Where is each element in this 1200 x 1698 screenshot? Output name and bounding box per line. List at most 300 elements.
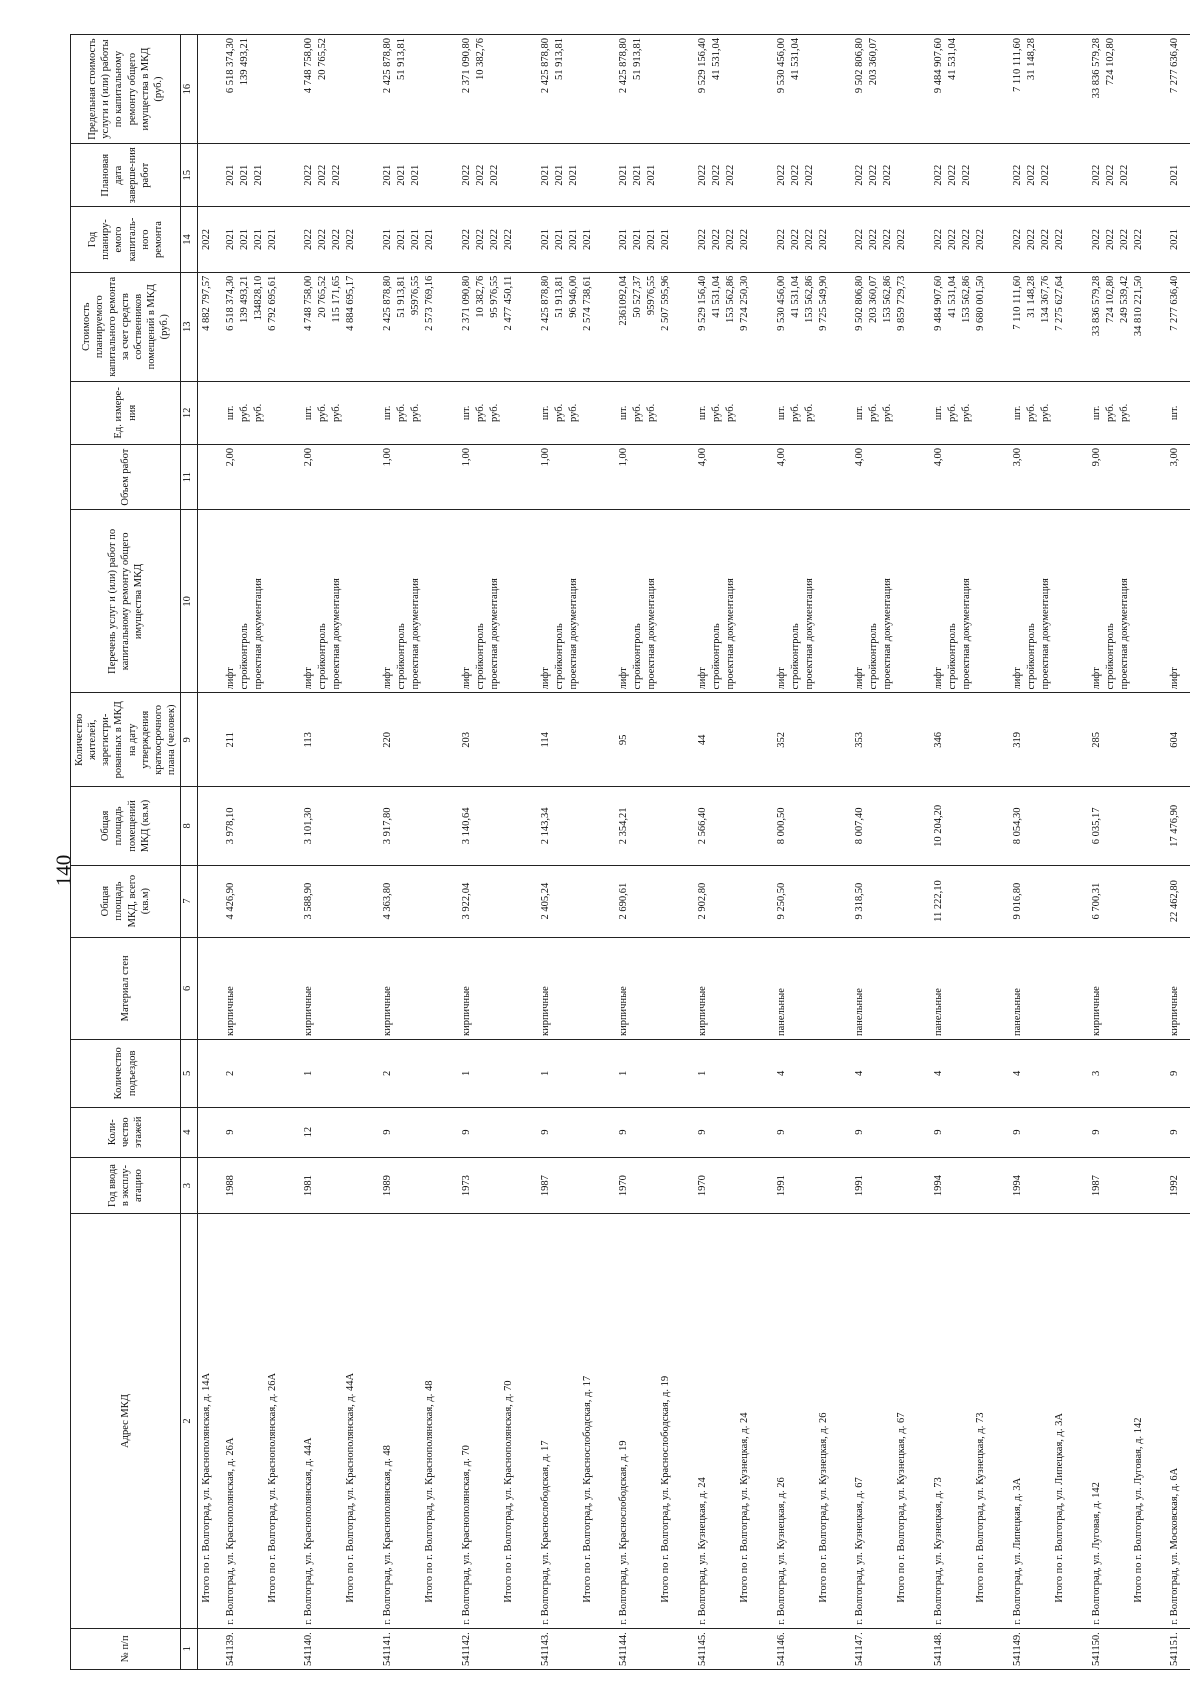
column-number: 3: [181, 1157, 198, 1214]
spacer: [789, 1217, 803, 1624]
work-limit-cost: [803, 38, 817, 140]
cell: [300, 693, 379, 787]
cell: [1166, 381, 1190, 444]
cell: [1088, 144, 1167, 207]
work-end-date: 2022: [303, 164, 315, 186]
work-cost: 153 562,86: [961, 275, 973, 323]
work-plan-year: 2021: [618, 229, 630, 251]
cell: [198, 693, 222, 787]
table-row: [1088, 35, 1167, 1670]
cell: [537, 693, 616, 787]
work-name: лифт: [1011, 667, 1023, 690]
total-area: 3 588,90: [303, 882, 315, 920]
address: г. Волгоград, ул. Краснополянская, д. 26А: [224, 1437, 236, 1625]
work-unit: шт.: [460, 405, 472, 421]
total-area: 9 016,80: [1011, 882, 1023, 920]
cell: [198, 381, 222, 444]
work-volume: 2,00: [224, 447, 236, 467]
column-number: 13: [181, 272, 198, 381]
total-label: Итого по г. Волгоград, ул. Краснополянская, д. 48: [424, 1380, 436, 1603]
residents-count: 353: [854, 731, 866, 748]
total-year: 2022: [738, 229, 750, 251]
work-unit: шт.: [775, 405, 787, 421]
residents-count: 203: [460, 731, 472, 748]
cell: [198, 1157, 222, 1214]
rooms-area: 2 143,34: [539, 807, 551, 845]
work-limit-cost: 9 529 156,40: [696, 38, 708, 94]
cell: [222, 693, 301, 787]
work-cost: 2 425 878,80: [539, 275, 551, 331]
cell: [773, 1107, 852, 1157]
cell: [1166, 1157, 1190, 1214]
cell: [773, 272, 852, 381]
work-cost: 9 530 456,00: [775, 275, 787, 331]
work-limit-cost: [567, 38, 581, 140]
entrance-count: 1: [539, 1070, 551, 1076]
work-volume: [330, 448, 344, 506]
address: г. Волгоград, ул. Луговая, д. 142: [1090, 1482, 1102, 1625]
cell: [1009, 144, 1088, 207]
spacer: [1104, 1217, 1118, 1624]
work-volume: 9,00: [1090, 447, 1102, 467]
cell: [300, 937, 379, 1039]
work-volume: [867, 448, 881, 506]
cell: [1009, 937, 1088, 1039]
column-number: 4: [181, 1107, 198, 1157]
cell: [1166, 1107, 1190, 1157]
cell: [1009, 207, 1088, 272]
cell: [851, 1107, 930, 1157]
work-end-date: 2022: [1090, 164, 1102, 186]
work-name: проектная документация: [331, 578, 343, 690]
work-cost: 139 493,21: [238, 275, 250, 323]
work-name: проектная документация: [803, 578, 815, 690]
work-end-date: 2022: [1011, 164, 1023, 186]
address: г. Волгоград, ул. Краснослободская, д. 19: [618, 1440, 630, 1625]
work-unit: шт.: [696, 405, 708, 421]
work-volume: 4,00: [696, 447, 708, 467]
work-cost: 153 562,86: [803, 275, 815, 323]
work-plan-year: 2022: [789, 229, 801, 251]
work-end-date: 2022: [775, 164, 787, 186]
cell: [198, 35, 222, 144]
work-cost: 9 484 907,60: [933, 275, 945, 331]
work-end-date: 2022: [488, 164, 500, 186]
work-limit-cost: 31 148,28: [1025, 38, 1037, 80]
work-volume: [395, 448, 409, 506]
cell: [773, 207, 852, 272]
work-limit-cost: [488, 38, 502, 140]
work-cost: 134828,10: [252, 275, 264, 321]
work-cost: 96 946,00: [567, 275, 579, 318]
cell: [379, 865, 458, 937]
wall-material: кирпичные: [539, 986, 551, 1037]
table-row: [379, 35, 458, 1670]
wall-material: кирпичные: [460, 986, 472, 1037]
cell: [694, 444, 773, 509]
work-cost: 2 425 878,80: [382, 275, 394, 331]
work-plan-year: 2021: [396, 229, 408, 251]
total-area: 4 363,80: [382, 882, 394, 920]
work-unit: руб.: [789, 403, 801, 422]
commission-year: 1970: [618, 1175, 630, 1197]
entrance-count: 2: [224, 1070, 236, 1076]
cell: [694, 272, 773, 381]
cell: [773, 1040, 852, 1108]
work-unit: руб.: [1025, 403, 1037, 422]
work-limit-cost: 7 277 636,40: [1169, 38, 1181, 94]
cell: [694, 1628, 773, 1669]
cell: [615, 35, 694, 144]
work-limit-cost: 41 531,04: [947, 38, 959, 80]
work-unit: шт.: [854, 405, 866, 421]
cell: [615, 381, 694, 444]
residents-count: 346: [933, 731, 945, 748]
cell: [930, 1107, 1009, 1157]
work-volume: [789, 448, 803, 506]
cell: [222, 1157, 301, 1214]
cell: [851, 207, 930, 272]
total-area: 2 690,61: [618, 882, 630, 920]
work-limit-cost: [1039, 38, 1053, 140]
work-end-date: 2021: [553, 164, 565, 186]
column-header: Общая площадь помещений МКД (кв.м): [71, 787, 181, 865]
cell: [537, 1107, 616, 1157]
cell: [615, 937, 694, 1039]
rooms-area: 6 035,17: [1090, 807, 1102, 845]
column-number: 9: [181, 693, 198, 787]
work-cost: 134 367,76: [1039, 275, 1051, 323]
cell: [379, 1214, 458, 1628]
work-name: проектная документация: [410, 578, 422, 690]
cell: [1088, 381, 1167, 444]
work-cost: 10 382,76: [474, 275, 486, 318]
cell: [300, 1628, 379, 1669]
total-cost: 9 724 250,30: [738, 275, 750, 331]
cell: [930, 272, 1009, 381]
total-year: 2022: [817, 229, 829, 251]
wall-material: панельные: [933, 988, 945, 1037]
work-name: лифт: [854, 667, 866, 690]
column-number-row: [181, 35, 198, 1670]
work-end-date: 2021: [539, 164, 551, 186]
cell: [615, 272, 694, 381]
work-limit-cost: 724 102,80: [1104, 38, 1116, 86]
cell: [198, 1107, 222, 1157]
work-plan-year: 2021: [567, 229, 579, 251]
cell: [1009, 35, 1088, 144]
cell: [537, 1214, 616, 1628]
cell: [694, 381, 773, 444]
cell: [1088, 207, 1167, 272]
work-plan-year: 2022: [933, 229, 945, 251]
floor-count: 9: [1169, 1129, 1181, 1135]
cell: [1088, 272, 1167, 381]
cell: [379, 510, 458, 693]
address: г. Волгоград, ул. Кузнецкая, д. 73: [933, 1477, 945, 1625]
work-unit: шт.: [224, 405, 236, 421]
work-plan-year: 2022: [854, 229, 866, 251]
cell: [1088, 1157, 1167, 1214]
work-plan-year: 2021: [632, 229, 644, 251]
work-cost: 50 527,37: [632, 275, 644, 318]
cell: [458, 937, 537, 1039]
work-volume: 1,00: [382, 447, 394, 467]
work-end-date: 2022: [696, 164, 708, 186]
work-name: проектная документация: [724, 578, 736, 690]
work-plan-year: 2022: [803, 229, 815, 251]
cell: [1088, 510, 1167, 693]
spacer: [395, 1217, 409, 1624]
work-end-date: 2022: [1118, 164, 1130, 186]
work-limit-cost: 10 382,76: [474, 38, 486, 80]
cell: [851, 510, 930, 693]
page-number: 140: [51, 854, 76, 887]
cell: [694, 207, 773, 272]
cell: [1166, 510, 1190, 693]
floor-count: 9: [775, 1129, 787, 1135]
cell: [1088, 865, 1167, 937]
work-cost: 2 371 090,80: [460, 275, 472, 331]
floor-count: 9: [1011, 1129, 1023, 1135]
total-cost: 4 882 797,57: [201, 275, 212, 331]
commission-year: 1991: [775, 1175, 787, 1197]
column-header: Предельная стоимость услуги и (или) работы по капитальному ремонту общего имущества в МКД (руб.): [71, 35, 181, 144]
cell: [222, 1214, 301, 1628]
work-volume: [803, 448, 817, 506]
cell: [1009, 1107, 1088, 1157]
cell: [773, 1157, 852, 1214]
work-unit: руб.: [396, 403, 408, 422]
cell: [1088, 693, 1167, 787]
cell: [1166, 144, 1190, 207]
row-number: 541139.: [224, 1632, 236, 1666]
work-volume: [474, 448, 488, 506]
cell: [300, 787, 379, 865]
wall-material: кирпичные: [382, 986, 394, 1037]
work-unit: руб.: [646, 403, 658, 422]
total-area: 2 405,24: [539, 882, 551, 920]
work-plan-year: 2021: [539, 229, 551, 251]
work-unit: руб.: [474, 403, 486, 422]
work-plan-year: 2022: [882, 229, 894, 251]
rotated-table-container: [70, 34, 1190, 1670]
column-number: 16: [181, 35, 198, 144]
work-plan-year: 2022: [710, 229, 722, 251]
work-name: стройконтроль: [553, 623, 565, 690]
work-plan-year: 2021: [553, 229, 565, 251]
work-unit: руб.: [868, 403, 880, 422]
cell: [773, 144, 852, 207]
column-header: Количество жителей, зарегистри-рованных в МКД на дату утверждения краткосрочного плана (человек): [71, 693, 181, 787]
total-year: 2022: [502, 229, 514, 251]
work-volume: [238, 448, 252, 506]
work-limit-cost: 20 765,52: [317, 38, 329, 80]
work-end-date: 2021: [238, 164, 250, 186]
spacer: [252, 1217, 266, 1624]
entrance-count: 1: [618, 1070, 630, 1076]
column-number: 15: [181, 144, 198, 207]
column-number: 8: [181, 787, 198, 865]
rooms-area: 8 000,50: [775, 807, 787, 845]
work-limit-cost: [1118, 38, 1132, 140]
address: г. Волгоград, ул. Московская, д. 6А: [1169, 1467, 1181, 1625]
cell: [198, 444, 222, 509]
spacer: [409, 1217, 423, 1624]
work-volume: [946, 448, 960, 506]
work-plan-year: 2022: [961, 229, 973, 251]
cell: [222, 207, 301, 272]
work-name: проектная документация: [567, 578, 579, 690]
cell: [615, 1107, 694, 1157]
cell: [198, 272, 222, 381]
floor-count: 9: [382, 1129, 394, 1135]
work-unit: шт.: [539, 405, 551, 421]
cell: [379, 693, 458, 787]
work-cost: 7 110 111,60: [1011, 275, 1023, 330]
work-limit-cost: 9 530 456,00: [775, 38, 787, 94]
column-number: 6: [181, 937, 198, 1039]
cell: [458, 510, 537, 693]
column-header: Материал стен: [71, 937, 181, 1039]
rooms-area: 8 007,40: [854, 807, 866, 845]
column-header: Коли-чество этажей: [71, 1107, 181, 1157]
work-unit: шт.: [618, 405, 630, 421]
cell: [930, 937, 1009, 1039]
row-number: 541140.: [303, 1632, 315, 1666]
wall-material: кирпичные: [618, 986, 630, 1037]
cell: [1009, 381, 1088, 444]
work-limit-cost: [330, 38, 344, 140]
work-volume: [1104, 448, 1118, 506]
cell: [851, 865, 930, 937]
cell: [300, 444, 379, 509]
spacer: [881, 1217, 895, 1624]
cell: [851, 1157, 930, 1214]
cell: [694, 35, 773, 144]
commission-year: 1987: [1090, 1175, 1102, 1197]
work-name: проектная документация: [961, 578, 973, 690]
wall-material: кирпичные: [224, 986, 236, 1037]
work-volume: [567, 448, 581, 506]
cell: [615, 1628, 694, 1669]
work-cost: 33 836 579,28: [1090, 275, 1102, 337]
spacer: [631, 1217, 645, 1624]
cell: [773, 937, 852, 1039]
wall-material: панельные: [1011, 988, 1023, 1037]
work-limit-cost: [645, 38, 659, 140]
cell: [694, 693, 773, 787]
column-header: Общая площадь МКД, всего (кв.м): [71, 865, 181, 937]
cell: [1166, 865, 1190, 937]
cell: [458, 207, 537, 272]
work-name: лифт: [933, 667, 945, 690]
work-unit: руб.: [252, 403, 264, 422]
work-cost: 7 277 636,40: [1169, 275, 1181, 331]
cell: [198, 144, 222, 207]
entrance-count: 9: [1169, 1070, 1181, 1076]
work-plan-year: 2022: [1011, 229, 1023, 251]
residents-count: 113: [303, 732, 315, 748]
cell: [537, 1628, 616, 1669]
work-limit-cost: 9 502 806,80: [854, 38, 866, 94]
work-plan-year: 2021: [646, 229, 658, 251]
work-end-date: 2022: [882, 164, 894, 186]
work-volume: [960, 448, 974, 506]
work-plan-year: 2022: [868, 229, 880, 251]
work-unit: руб.: [710, 403, 722, 422]
work-limit-cost: [252, 38, 266, 140]
cell: [300, 510, 379, 693]
work-plan-year: 2022: [1104, 229, 1116, 251]
commission-year: 1991: [854, 1175, 866, 1197]
total-year: 2022: [201, 229, 212, 251]
work-end-date: 2022: [1039, 164, 1051, 186]
row-number: 541148.: [933, 1632, 945, 1666]
cell: [851, 1628, 930, 1669]
total-label: Итого по г. Волгоград, ул. Кузнецкая, д. 73: [975, 1412, 987, 1603]
work-plan-year: 2021: [238, 229, 250, 251]
cell: [930, 1157, 1009, 1214]
commission-year: 1981: [303, 1175, 315, 1197]
cell: [930, 865, 1009, 937]
total-label: Итого по г. Волгоград, ул. Краснослободская, д. 17: [581, 1375, 593, 1603]
cell: [1009, 444, 1088, 509]
spacer: [803, 1217, 817, 1624]
work-plan-year: 2022: [488, 229, 500, 251]
cell: [537, 207, 616, 272]
cell: [198, 787, 222, 865]
spacer: [330, 1217, 344, 1624]
cell: [1009, 1157, 1088, 1214]
work-cost: 41 531,04: [789, 275, 801, 318]
work-unit: руб.: [331, 403, 343, 422]
work-name: лифт: [618, 667, 630, 690]
total-cost: 7 275 627,64: [1053, 275, 1065, 331]
cell: [694, 937, 773, 1039]
work-end-date: 2021: [632, 164, 644, 186]
total-label: Итого по г. Волгоград, ул. Кузнецкая, д. 24: [738, 1412, 750, 1603]
cell: [379, 381, 458, 444]
entrance-count: 4: [1011, 1070, 1023, 1076]
work-plan-year: 2022: [303, 229, 315, 251]
work-name: стройконтроль: [1025, 623, 1037, 690]
cell: [1088, 1628, 1167, 1669]
column-number: 14: [181, 207, 198, 272]
work-volume: [881, 448, 895, 506]
cell: [694, 144, 773, 207]
work-limit-cost: 139 493,21: [238, 38, 250, 86]
cell: [1009, 1214, 1088, 1628]
wall-material: кирпичные: [1090, 986, 1102, 1037]
work-end-date: 2022: [803, 164, 815, 186]
work-end-date: 2021: [396, 164, 408, 186]
cell: [458, 693, 537, 787]
work-plan-year: 2022: [331, 229, 343, 251]
row-number: 541144.: [618, 1632, 630, 1666]
cell: [615, 693, 694, 787]
cell: [1009, 1040, 1088, 1108]
work-volume: 1,00: [539, 447, 551, 467]
work-name: лифт: [1169, 667, 1181, 690]
table-row: [222, 35, 301, 1670]
cell: [615, 787, 694, 865]
rooms-area: 3 140,64: [460, 807, 472, 845]
residents-count: 44: [696, 734, 708, 746]
cell: [930, 35, 1009, 144]
spacer: [316, 1217, 330, 1624]
column-header: № п/п: [71, 1628, 181, 1669]
